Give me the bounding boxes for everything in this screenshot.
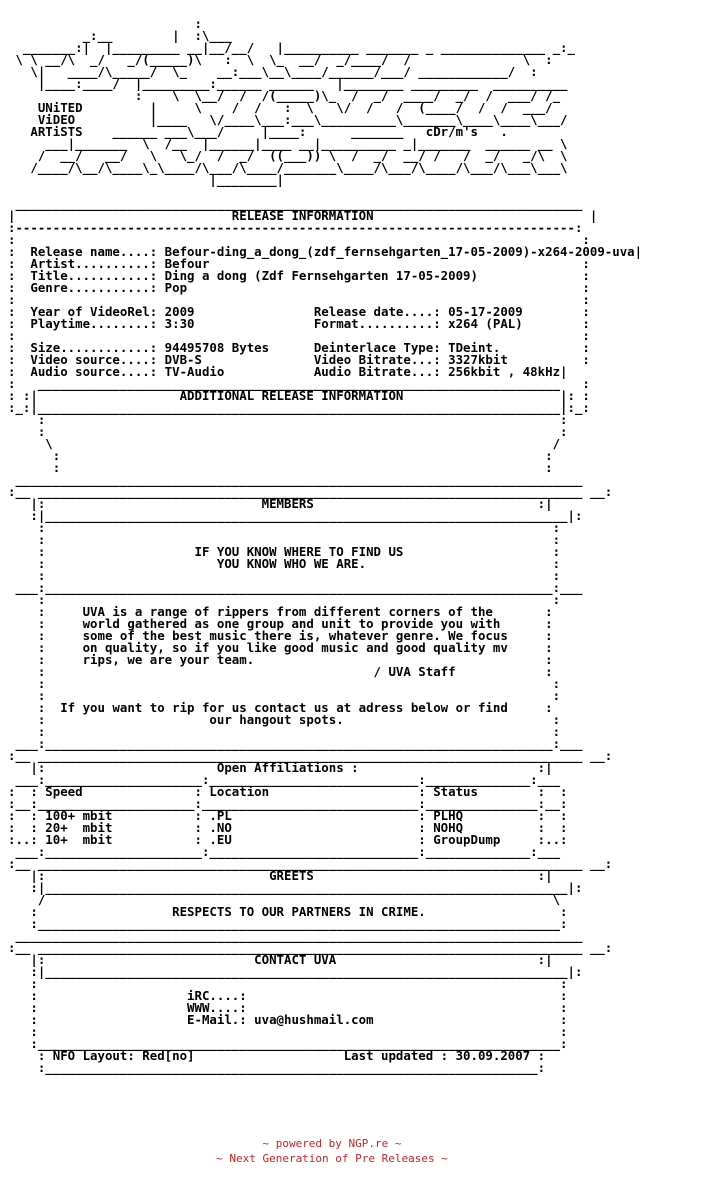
nfo-ascii-document: : _:__ | :\___ _______:| |_________ __|__/__/ |__________ _______ _ ______________ _:_ \ \ __/\ _/ _/(_____)\ : \ \_ __/ _/____/ / \ : \| ____/\_____/ \_ __:___\__\____/______/___/ ____________/ : |____:____/ |_________:______ ______ |________ _________ __________ : \ \__/ / /(_____)\_ / _/ ____/ _/ / ___/ /_ UNiTED | \ / / : \ \/ / / (____/ / / ___/ ViDEO |____ \/____\___:___\__________\_______\____\____\___/ ARTiSTS ______ ___\___/ |____: _______ cDr/m's . ___|_______ \ /__ |______|____ __|__________ _|_______ ______ __ \ / __/ __/ \ \_/ / _/ ((___)) \ / _/ __/ / / _/ _/\ \ /____/\__/\____\_\____/\___/\____/_______\____/\___/\____/\___/\___\___\ |________| ____________________________________________________________________________ | RELEASE INFORMATION | :---------------------------------------------------------------------------: : : : Release name....: Befour-ding_a_dong_(zdf_fernsehgarten_17-05-2009)-x264-2009-uva| : Artist..........: Befour : : Title...........: Ding a dong (Zdf Fernsehgarten 17-05-2009) : : Genre...........: Pop : : : : Year of VideoRel: 2009 Release date....: 05-17-2009 : : Playtime........: 3:30 Format..........: x264 (PAL) : : : : Size............: 94495708 Bytes Deinterlace Type: TDeint. : : Video source....: DVB-S Video Bitrate...: 3327kbit : : Audio source....: TV-Audio Audio Bitrate...: 256kbit , 48kHz| : ______________________________________________________________________ : : :| ADDITIONAL RELEASE INFORMATION |: : :_:|______________________________________________________________________|:_: : : : : \ / : : : : ____________________________________________________________________________ :__ _________________________________________________________________________ __: |: MEMBERS :| :|______________________________________________________________________|: : : : : : IF YOU KNOW WHERE TO FIND US : : YOU KNOW WHO WE ARE. : : : ___:____________________________________________________________________:___ : : : UVA is a range of rippers from different corners of the : : world gathered as one group and unit to provide you with : : some of the best music there is, whatever genre. We focus : : on quality, so if you like good music and good quality mv : : rips, we are your team. : : / UVA Staff : : : : : : If you want to rip for us contact us at adress below or find : : our hangout spots. : : : ___:____________________________________________________________________:___ :__ _________________________________________________________________________ __: |: Open Affiliations : :| ___:_____________________:____________________________:______________:___ : : Speed : Location : Status : : :__:_____________________:_____________________________:_______________:__: : : 100+ mbit : .PL : PLHQ : : : : 20+ mbit : .NO : NOHQ : : :..: 10+ mbit : .EU : GroupDump :..: ___:_____________________:____________________________:______________:___ :__ _________________________________________________________________________ __: |: GREETS :| :|______________________________________________________________________|: / \ : RESPECTS TO OUR PARTNERS IN CRIME. : :______________________________________________________________________: ____________________________________________________________________________ :__ _________________________________________________________________________ __: |: CONTACT UVA :| :|______________________________________________________________________|: : : : iRC....: : : WWW....: : : E-Mail.: uva@hushmail.com : : : :______________________________________________________________________: : NFO Layout: Red[no] Last updated : 30.09.2007 : :__________________________________________________________________: xyxy=(8,16,643,1075)
footer-tagline: ~ Next Generation of Pre Releases ~ xyxy=(216,1152,448,1165)
footer-powered-by: ~ powered by NGP.re ~ xyxy=(262,1137,402,1150)
footer xyxy=(0,1136,704,1166)
